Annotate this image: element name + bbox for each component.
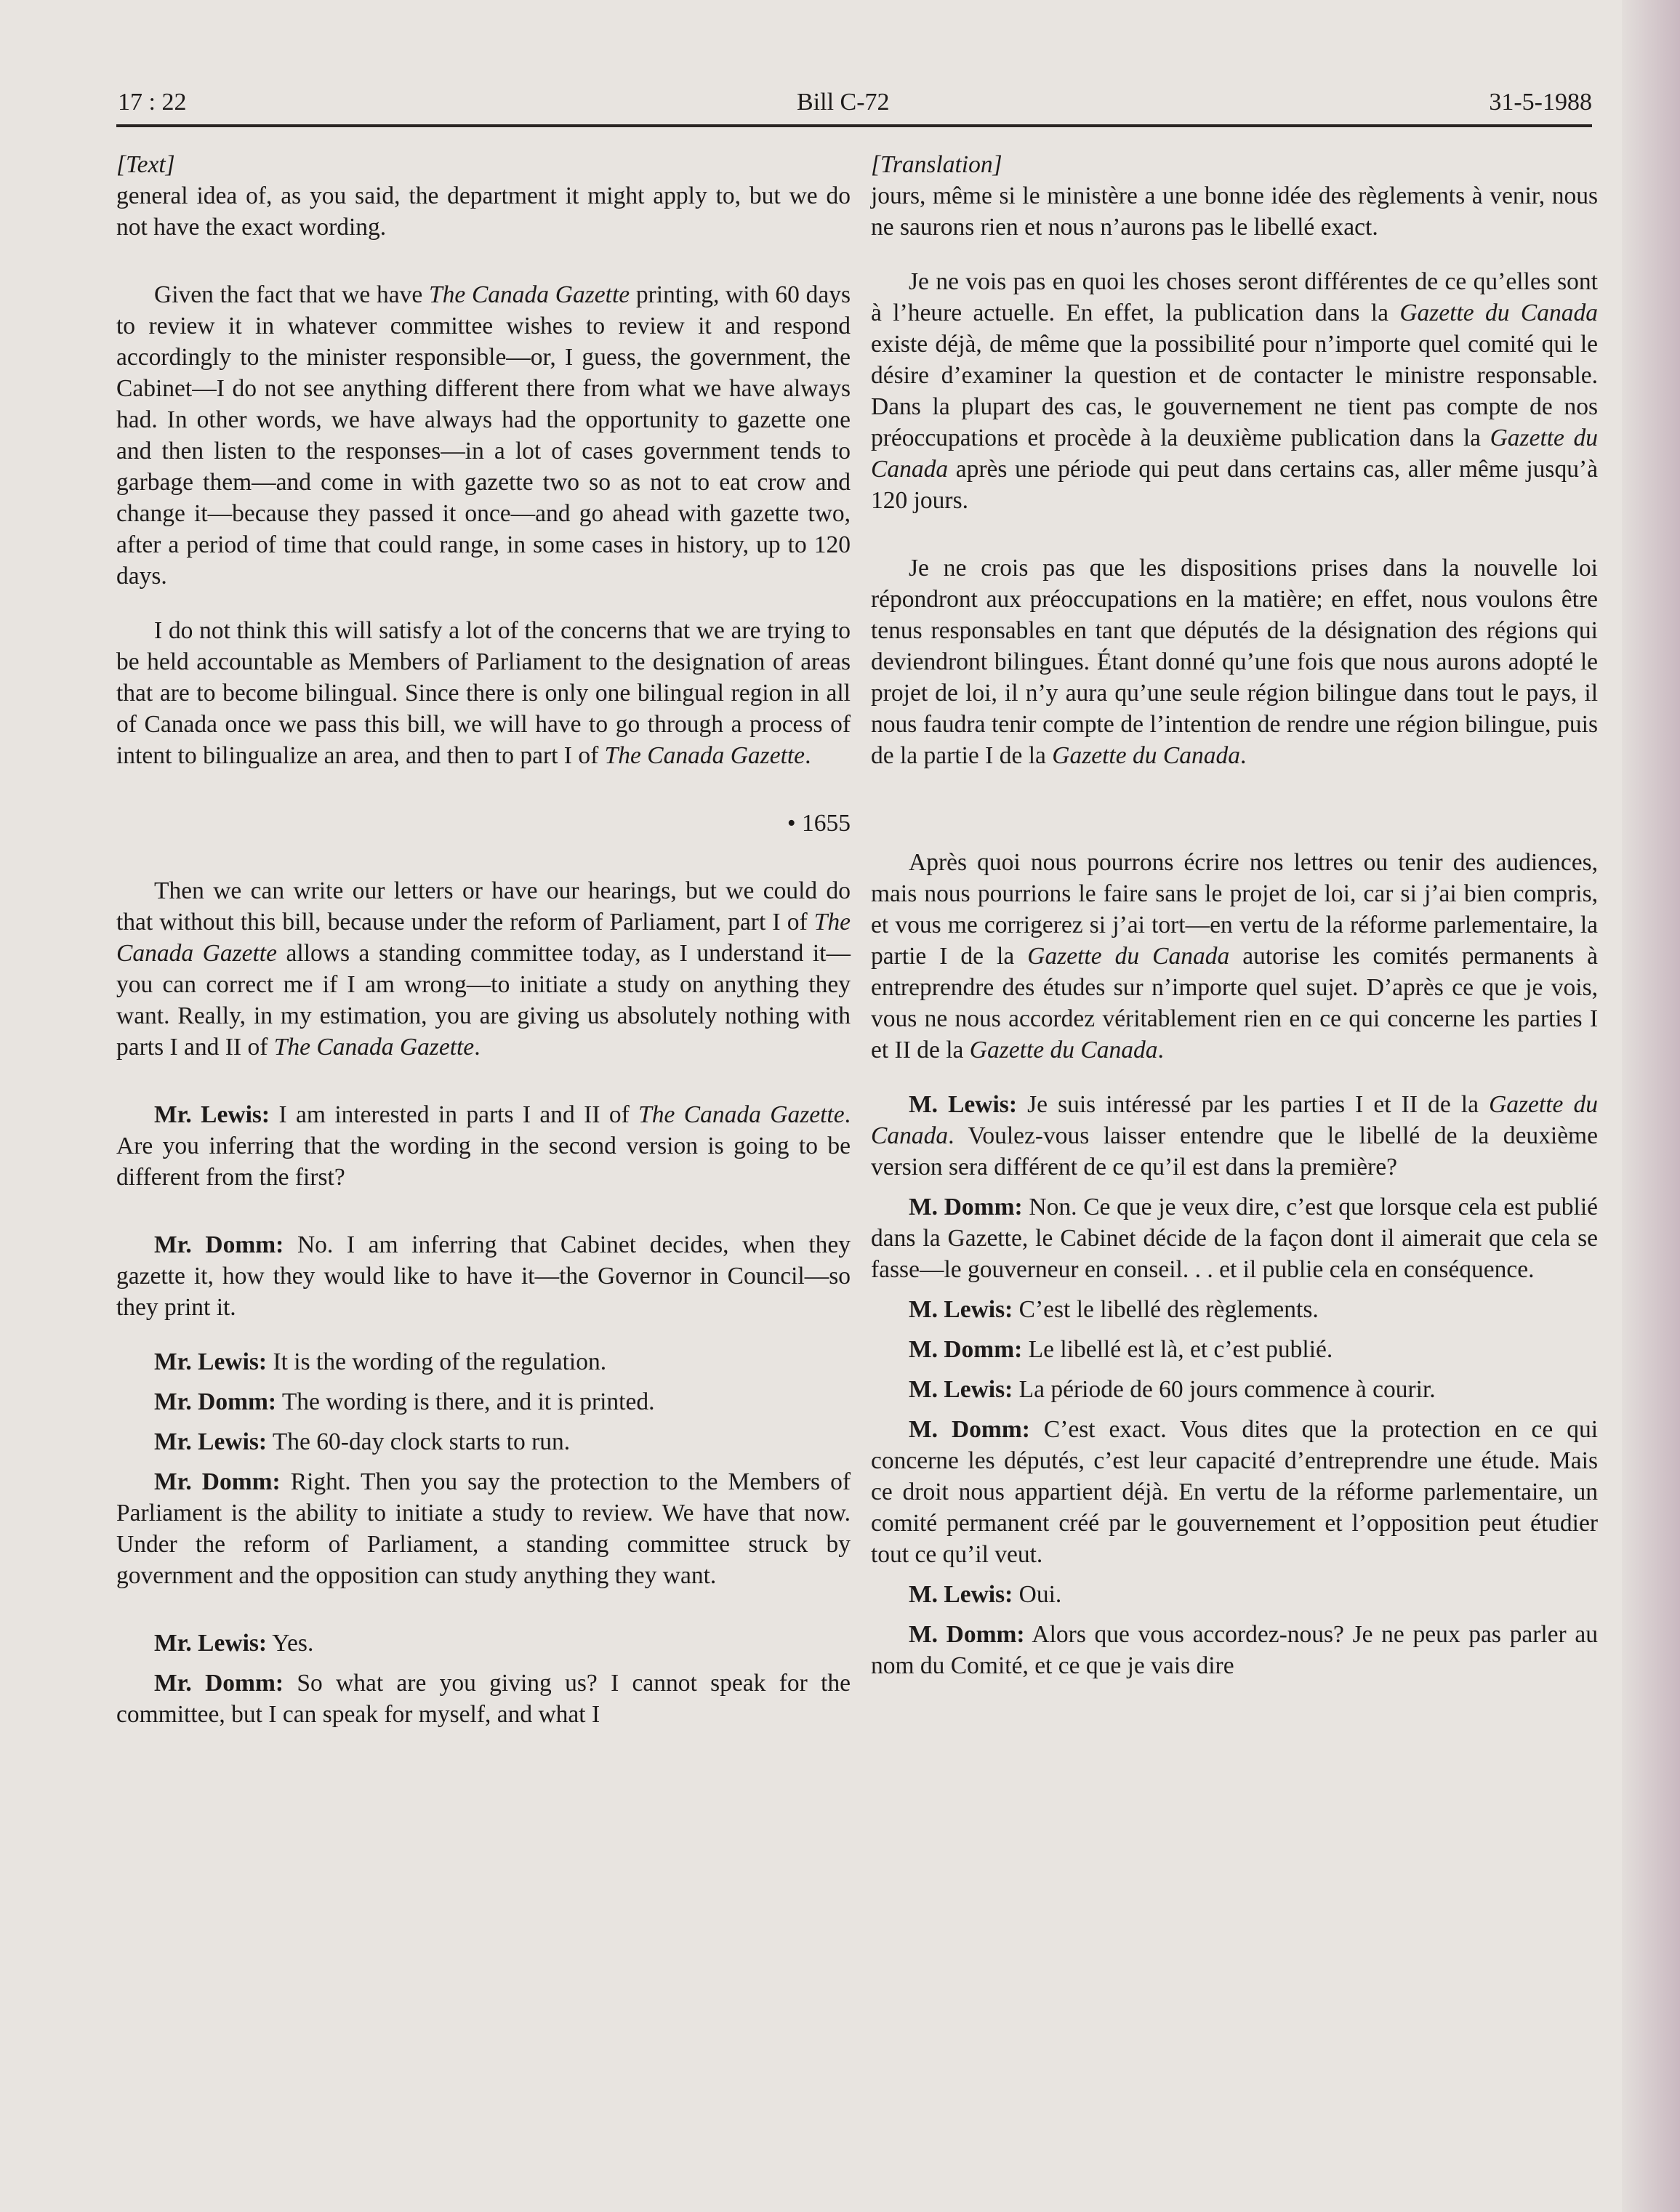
speaker-name: M. Lewis: <box>909 1091 1017 1118</box>
speaker-name: M. Lewis: <box>909 1296 1013 1323</box>
speaker-turn: Mr. Domm: Right. Then you say the protection to the Members of Parliament is the ability to initiate a study to review. We have that now. Under the reform of Parliament, a standing committee struck by government and the opposition can study anything they want. <box>116 1468 851 1589</box>
page-number: 17 : 22 <box>118 89 187 116</box>
speaker-turn: Mr. Lewis: I am interested in parts I and II of The Canada Gazette. Are you inferring that the wording in the second version is going to be different from the first? <box>116 1101 851 1191</box>
header-rule <box>116 124 1592 127</box>
speaker-turn: Mr. Domm: The wording is there, and it is printed. <box>154 1388 655 1415</box>
paragraph: Je ne vois pas en quoi les choses seront différentes de ce qu’elles sont à l’heure actuelle. En effet, la publication dans la Gazette du Canada existe déjà, de même que la possibilité pour n’importe quel comité qui le désire d’examiner la question et de contacter le ministre responsable. Dans la plupart des cas, le gouvernement ne tient pas compte de nos préoccupations et procède à la deuxième publication dans la Gazette du Canada après une période qui peut dans certains cas, aller même jusqu’à 120 jours. <box>871 268 1598 514</box>
speaker-turn: M. Lewis: Oui. <box>909 1581 1062 1608</box>
speaker-turn: Mr. Lewis: It is the wording of the regulation. <box>154 1348 607 1375</box>
speaker-name: M. Domm: <box>909 1416 1030 1443</box>
paragraph: Après quoi nous pourrons écrire nos lettres ou tenir des audiences, mais nous pourrions le faire sans le projet de loi, car si j’ai bien compris, et vous me corrigerez si j’ai tort—en vertu de la réforme parlementaire, la partie I de la Gazette du Canada autorise les comités permanents à entreprendre des études sur n’importe quel sujet. D’après ce que je vois, vous ne nous accordez véritablement rien en ce qui concerne les parties I et II de la Gazette du Canada. <box>871 849 1598 1063</box>
speaker-turn: M. Domm: C’est exact. Vous dites que la protection en ce qui concerne les députés, c’est leur capacité d’entreprendre une étude. Mais ce droit nous appartient déjà. En vertu de la réforme parlementaire, un comité permanent créé par le gouvernement et l’opposition peut étudier tout ce qu’il veut. <box>871 1416 1599 1568</box>
text-tag: [Text] <box>116 151 175 178</box>
speaker-name: Mr. Lewis: <box>154 1428 268 1455</box>
speaker-turn: Mr. Lewis: The 60-day clock starts to run. <box>154 1428 571 1455</box>
speaker-name: Mr. Domm: <box>154 1468 281 1495</box>
speaker-name: M. Lewis: <box>909 1376 1013 1403</box>
page-header <box>116 86 1592 125</box>
paragraph: I do not think this will satisfy a lot of the concerns that we are trying to be held accountable as Members of Parliament to the designation of areas that are to become bilingual. Since there is only one bilingual region in all of Canada once we pass this bill, we will have to go through a process of intent to bilingualize an area, and then to part I of The Canada Gazette. <box>116 617 851 769</box>
english-column <box>116 149 851 1730</box>
french-column <box>871 149 1598 1681</box>
speaker-name: M. Domm: <box>909 1336 1023 1363</box>
speaker-name: M. Lewis: <box>909 1581 1013 1608</box>
paragraph: Given the fact that we have The Canada Gazette printing, with 60 days to review it in whatever committee wishes to review it and respond accordingly to the minister responsible—or, I guess, the government, the Cabinet—I do not see anything different there from what we have always had. In other words, we have always had the opportunity to gazette one and then listen to the responses—in a lot of cases government tends to garbage them—and come in with gazette two so as not to eat crow and change it—because they passed it once—and go ahead with gazette two, after a period of time that could range, in some cases in history, up to 120 days. <box>116 281 851 590</box>
speaker-turn: Mr. Lewis: Yes. <box>154 1630 314 1657</box>
translation-tag: [Translation] <box>871 151 1002 178</box>
speaker-name: Mr. Domm: <box>154 1670 284 1697</box>
speaker-name: Mr. Lewis: <box>154 1348 268 1375</box>
speaker-name: Mr. Domm: <box>154 1388 277 1415</box>
page-edge-shadow <box>1622 0 1680 2212</box>
speaker-turn: M. Domm: Le libellé est là, et c’est publié. <box>909 1336 1333 1363</box>
speaker-name: M. Domm: <box>909 1194 1023 1220</box>
bill-title: Bill C-72 <box>797 89 890 116</box>
paragraph: Then we can write our letters or have our hearings, but we could do that without this bill, because under the reform of Parliament, part I of The Canada Gazette allows a standing committee today, as I understand it—you can correct me if I am wrong—to initiate a study on anything they want. Really, in my estimation, you are giving us absolutely nothing with parts I and II of The Canada Gazette. <box>116 877 851 1061</box>
time-stamp: • 1655 <box>787 810 851 837</box>
speaker-turn: Mr. Domm: No. I am inferring that Cabinet decides, when they gazette it, how they would like to have it—the Governor in Council—so they print it. <box>116 1231 851 1321</box>
speaker-turn: M. Lewis: C’est le libellé des règlements. <box>909 1296 1319 1323</box>
speaker-turn: M. Domm: Alors que vous accordez-nous? Je ne peux pas parler au nom du Comité, et ce que je vais dire <box>871 1621 1598 1679</box>
speaker-name: Mr. Lewis: <box>154 1101 270 1128</box>
paragraph: general idea of, as you said, the department it might apply to, but we do not have the exact wording. <box>116 182 851 241</box>
paragraph: Je ne crois pas que les dispositions prises dans la nouvelle loi répondront aux préoccupations en la matière; en effet, nous voulons être tenus responsables en tant que députés de la désignation des régions qui deviendront bilingues. Étant donné qu’une fois que nous aurons adopté le projet de loi, il n’y aura qu’une seule région bilingue dans tout le pays, il nous faudra tenir compte de l’intention de rendre une région bilingue, puis de la partie I de la Gazette du Canada. <box>871 555 1598 769</box>
speaker-name: Mr. Lewis: <box>154 1630 268 1657</box>
speaker-name: Mr. Domm: <box>154 1231 284 1258</box>
speaker-turn: M. Domm: Non. Ce que je veux dire, c’est que lorsque cela est publié dans la Gazette, le Cabinet décide de la façon dont il aimerait que cela se fasse—le gouverneur en conseil. . . et il publie cela en conséquence. <box>871 1194 1599 1283</box>
speaker-turn: M. Lewis: Je suis intéressé par les parties I et II de la Gazette du Canada. Voulez-vous laisser entendre que le libellé de la deuxième version sera différent de ce qu’il est dans la première? <box>871 1091 1598 1181</box>
speaker-turn: Mr. Domm: So what are you giving us? I cannot speak for the committee, but I can speak for myself, and what I <box>116 1670 851 1728</box>
speaker-turn: M. Lewis: La période de 60 jours commence à courir. <box>909 1376 1436 1403</box>
sitting-date: 31-5-1988 <box>1489 89 1592 116</box>
speaker-name: M. Domm: <box>909 1621 1025 1648</box>
paragraph: jours, même si le ministère a une bonne idée des règlements à venir, nous ne saurons rien et nous n’aurons pas le libellé exact. <box>871 182 1598 241</box>
